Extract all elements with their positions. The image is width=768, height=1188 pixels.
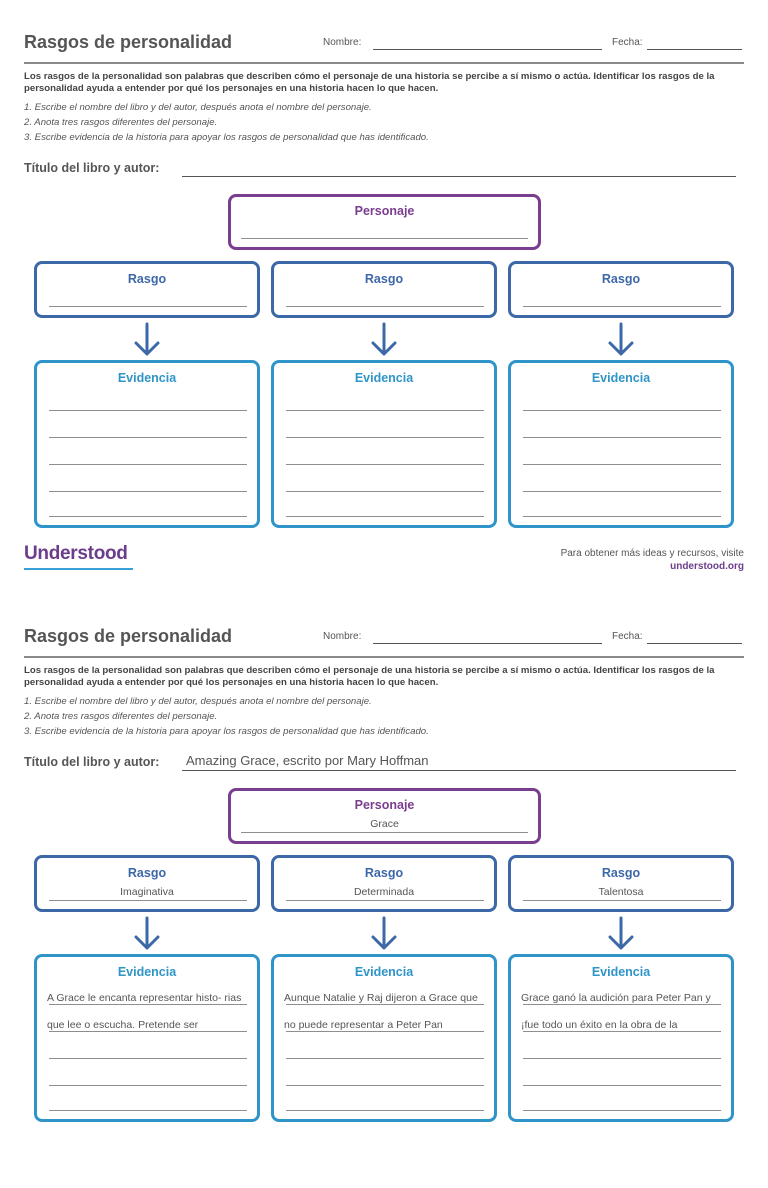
evidence-heading: Evidencia: [354, 371, 414, 385]
evidence-line[interactable]: [49, 1085, 247, 1086]
instruction-step: 2. Anota tres rasgos diferentes del personaje.: [24, 711, 218, 722]
evidence-line[interactable]: [523, 1004, 721, 1005]
trait-value[interactable]: Talentosa: [598, 886, 644, 898]
evidence-line[interactable]: [49, 410, 247, 411]
book-author-value[interactable]: Amazing Grace, escrito por Mary Hoffman: [186, 753, 429, 768]
trait-heading: Rasgo: [601, 272, 641, 286]
trait-heading: Rasgo: [601, 866, 641, 880]
evidence-line[interactable]: [49, 1004, 247, 1005]
trait-field[interactable]: [49, 306, 247, 307]
trait-field[interactable]: [286, 306, 484, 307]
evidence-line[interactable]: [49, 1031, 247, 1032]
trait-heading: Rasgo: [364, 866, 404, 880]
character-heading: Personaje: [354, 204, 415, 218]
evidence-heading: Evidencia: [591, 965, 651, 979]
name-label: Nombre:: [323, 631, 362, 642]
evidence-line[interactable]: [49, 1110, 247, 1111]
evidence-line[interactable]: [49, 491, 247, 492]
logo-underline: [24, 568, 133, 570]
evidence-line[interactable]: [523, 410, 721, 411]
evidence-text[interactable]: Aunque Natalie y Raj dijeron a Grace que no puede representar a Peter Pan: [284, 992, 478, 1031]
trait-heading: Rasgo: [364, 272, 404, 286]
evidence-line[interactable]: [286, 1004, 484, 1005]
trait-box: [271, 261, 497, 318]
trait-box: [34, 261, 260, 318]
trait-box: [271, 855, 497, 912]
evidence-line[interactable]: [49, 1058, 247, 1059]
footer-text: Para obtener más ideas y recursos, visite: [560, 548, 744, 559]
book-author-label: Título del libro y autor:: [24, 161, 160, 175]
instructions-list: [24, 100, 746, 145]
evidence-line[interactable]: [523, 1058, 721, 1059]
instruction-step: 1. Escribe el nombre del libro y del autor, después anota el nombre del personaje.: [24, 102, 372, 113]
trait-field[interactable]: [286, 900, 484, 901]
evidence-heading: Evidencia: [117, 371, 177, 385]
name-field[interactable]: [373, 643, 602, 644]
character-field[interactable]: [241, 238, 528, 239]
evidence-heading: Evidencia: [591, 371, 651, 385]
evidence-heading: Evidencia: [117, 965, 177, 979]
book-author-field[interactable]: [182, 770, 736, 771]
instruction-step: 2. Anota tres rasgos diferentes del personaje.: [24, 117, 218, 128]
instruction-step: 3. Escribe evidencia de la historia para apoyar los rasgos de personalidad que has identificado.: [24, 132, 429, 143]
trait-value[interactable]: Determinada: [353, 886, 415, 898]
worksheet-title: Rasgos de personalidad: [24, 32, 233, 52]
header-divider: [24, 62, 744, 64]
trait-value[interactable]: Imaginativa: [120, 886, 174, 898]
evidence-box: [508, 954, 734, 1122]
evidence-box: [34, 360, 260, 528]
trait-heading: Rasgo: [127, 272, 167, 286]
evidence-line[interactable]: [286, 464, 484, 465]
evidence-line[interactable]: [286, 1058, 484, 1059]
date-label: Fecha:: [612, 37, 643, 48]
date-label: Fecha:: [612, 631, 643, 642]
character-box: [228, 788, 541, 844]
evidence-line[interactable]: [523, 464, 721, 465]
worksheet-title: Rasgos de personalidad: [24, 626, 233, 646]
arrow-down-icon: [606, 916, 636, 952]
evidence-line[interactable]: [286, 491, 484, 492]
evidence-line[interactable]: [286, 1085, 484, 1086]
date-field[interactable]: [647, 49, 742, 50]
arrow-down-icon: [132, 322, 162, 358]
trait-box: [508, 855, 734, 912]
evidence-text[interactable]: A Grace le encanta representar histo- rias que lee o escucha. Pretende ser: [47, 992, 242, 1031]
intro-text: Los rasgos de la personalidad son palabras que describen cómo el personaje de una historia se percibe a sí mismo o actúa. Identificar los rasgos de la personalidad ayuda a entender por qué los personajes en una historia hacen lo que hacen.: [24, 665, 715, 688]
book-author-field[interactable]: [182, 176, 736, 177]
evidence-line[interactable]: [49, 437, 247, 438]
trait-field[interactable]: [523, 900, 721, 901]
instruction-step: 3. Escribe evidencia de la historia para apoyar los rasgos de personalidad que has identificado.: [24, 726, 429, 737]
trait-box: [34, 855, 260, 912]
character-field[interactable]: [241, 832, 528, 833]
intro-text: Los rasgos de la personalidad son palabras que describen cómo el personaje de una historia se percibe a sí mismo o actúa. Identificar los rasgos de la personalidad ayuda a entender por qué los personajes en una historia hacen lo que hacen.: [24, 71, 715, 94]
instruction-step: 1. Escribe el nombre del libro y del autor, después anota el nombre del personaje.: [24, 696, 372, 707]
evidence-line[interactable]: [49, 464, 247, 465]
arrow-down-icon: [369, 322, 399, 358]
evidence-text[interactable]: Grace ganó la audición para Peter Pan y ¡fue todo un éxito en la obra de la: [521, 992, 711, 1031]
header-divider: [24, 656, 744, 658]
evidence-heading: Evidencia: [354, 965, 414, 979]
trait-heading: Rasgo: [127, 866, 167, 880]
evidence-box: [508, 360, 734, 528]
evidence-line[interactable]: [286, 437, 484, 438]
name-field[interactable]: [373, 49, 602, 50]
character-value[interactable]: Grace: [370, 818, 399, 830]
footer-link[interactable]: understood.org: [670, 561, 744, 572]
evidence-box: [271, 360, 497, 528]
book-author-label: Título del libro y autor:: [24, 755, 160, 769]
evidence-line[interactable]: [523, 491, 721, 492]
date-field[interactable]: [647, 643, 742, 644]
evidence-line[interactable]: [523, 1085, 721, 1086]
instructions-list: [24, 694, 746, 739]
character-box: [228, 194, 541, 250]
evidence-line[interactable]: [523, 1031, 721, 1032]
evidence-line[interactable]: [523, 516, 721, 517]
arrow-down-icon: [369, 916, 399, 952]
arrow-down-icon: [132, 916, 162, 952]
evidence-line[interactable]: [286, 1031, 484, 1032]
evidence-line[interactable]: [523, 1110, 721, 1111]
evidence-line[interactable]: [286, 516, 484, 517]
evidence-line[interactable]: [286, 1110, 484, 1111]
trait-field[interactable]: [523, 306, 721, 307]
evidence-box: [271, 954, 497, 1122]
arrow-down-icon: [606, 322, 636, 358]
name-label: Nombre:: [323, 37, 362, 48]
trait-box: [508, 261, 734, 318]
character-heading: Personaje: [354, 798, 415, 812]
trait-field[interactable]: [49, 900, 247, 901]
evidence-box: [34, 954, 260, 1122]
evidence-line[interactable]: [523, 437, 721, 438]
evidence-line[interactable]: [286, 410, 484, 411]
understood-logo: Understood: [24, 543, 128, 564]
evidence-line[interactable]: [49, 516, 247, 517]
worksheet-filled: [0, 594, 768, 1188]
